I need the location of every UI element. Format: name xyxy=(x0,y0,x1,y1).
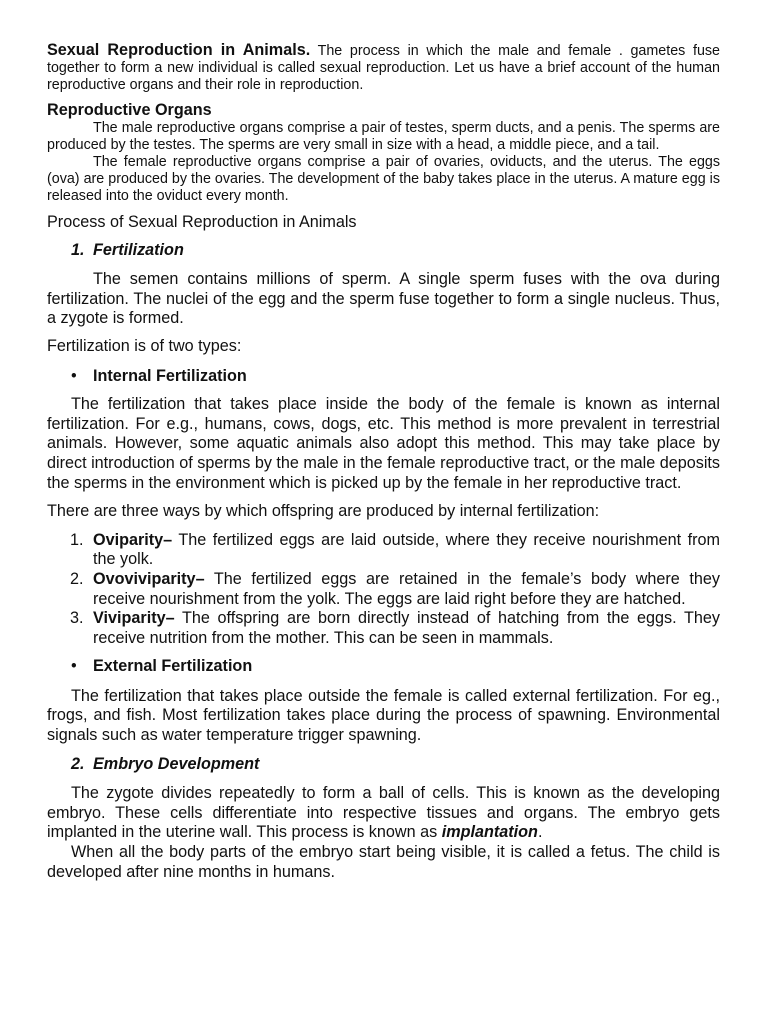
list-item-term: Viviparity– xyxy=(93,609,175,628)
list-item xyxy=(47,531,720,570)
male-organs-paragraph: The male reproductive organs comprise a pair of testes, sperm ducts, and a penis. The sperms are produced by the testes. The sperms are very small in size with a head, a middle piece, and a tail. xyxy=(47,120,720,153)
process-heading: Process of Sexual Reproduction in Animals xyxy=(47,213,357,231)
external-fertilization-paragraph: The fertilization that takes place outside the female is called external fertilization. For eg., frogs, and fish. Most fertilization takes place during the process of spawning. Environmental signals such as water temperature trigger spawning. xyxy=(47,686,720,745)
fertilization-heading-text: Fertilization xyxy=(93,240,184,259)
internal-fertilization-paragraph: The fertilization that takes place inside the body of the female is known as internal fertilization. For e.g., humans, cows, dogs, etc. This method is more prevalent in terrestrial animals. However, some aquatic animals also adopt this method. This may take place by direct introduction of sperms by the male in the female reproductive tract, or the male deposits the sperms in the environment which is picked up by the female in her reproductive tract. xyxy=(47,395,721,492)
embryo-heading xyxy=(47,755,720,775)
list-item-number: 2. xyxy=(70,569,84,588)
fertilization-paragraph: The semen contains millions of sperm. A single sperm fuses with the ova during fertilization. The nuclei of the egg and the sperm fuse together to form a single nucleus. Thus, a zygote is formed. xyxy=(47,270,720,328)
fertilization-heading xyxy=(47,241,720,261)
external-fertilization-heading xyxy=(47,657,720,677)
external-heading-text: External Fertilization xyxy=(93,657,253,676)
list-item xyxy=(47,609,720,648)
fetus-paragraph: When all the body parts of the embryo start being visible, it is called a fetus. The child is developed after nine months in humans. xyxy=(47,843,720,881)
bullet-marker: • xyxy=(71,366,77,385)
list-item-number: 1. xyxy=(70,530,84,549)
embryo-heading-text: Embryo Development xyxy=(93,754,260,773)
internal-fertilization-heading xyxy=(47,367,720,387)
internal-heading-text: Internal Fertilization xyxy=(93,366,247,385)
list-item-text: The offspring are born directly instead of hatching from the eggs. They receive nutrition from the mother. This can be seen in mammals. xyxy=(93,609,720,647)
list-item-text: The fertilized eggs are laid outside, where they receive nourishment from the yolk. xyxy=(93,530,720,569)
ways-list xyxy=(47,531,720,649)
female-organs-paragraph: The female reproductive organs comprise a pair of ovaries, oviducts, and the uterus. The eggs (ova) are produced by the ovaries. The development of the baby takes place in the uterus. A mature egg is released into the oviduct every month. xyxy=(47,154,720,204)
list-item-term: Oviparity– xyxy=(93,530,173,549)
fertilization-types-line: Fertilization is of two types: xyxy=(47,336,242,355)
embryo-text-end: . xyxy=(537,823,543,842)
intro-paragraph xyxy=(47,42,720,94)
intro-text: The process in which the male and female . gametes fuse together to form a new individual is called sexual reproduction. Let us have a brief account of the human reproductive organs and their role in reproduction. xyxy=(47,43,720,93)
list-item-term: Ovoviviparity– xyxy=(93,569,205,588)
bullet-marker: • xyxy=(71,657,77,676)
embryo-paragraph xyxy=(47,784,720,843)
document-page xyxy=(47,42,720,882)
embryo-number: 2. xyxy=(71,754,85,773)
intro-title: Sexual Reproduction in Animals. xyxy=(47,41,311,59)
list-item-number: 3. xyxy=(70,609,84,628)
embryo-text: The zygote divides repeatedly to form a ball of cells. This is known as the developing embryo. These cells differentiate into respective tissues and organs. The embryo gets implanted in the uterine wall. This process is known as xyxy=(47,784,720,842)
list-item-text: The fertilized eggs are retained in the female’s body where they receive nourishment from the yolk. The eggs are laid right before they are hatched. xyxy=(93,569,720,608)
fertilization-number: 1. xyxy=(71,240,85,259)
organs-heading: Reproductive Organs xyxy=(47,101,212,119)
ways-intro-line: There are three ways by which offspring are produced by internal fertilization: xyxy=(47,502,600,521)
list-item xyxy=(47,570,720,609)
implantation-term: implantation xyxy=(441,823,538,842)
